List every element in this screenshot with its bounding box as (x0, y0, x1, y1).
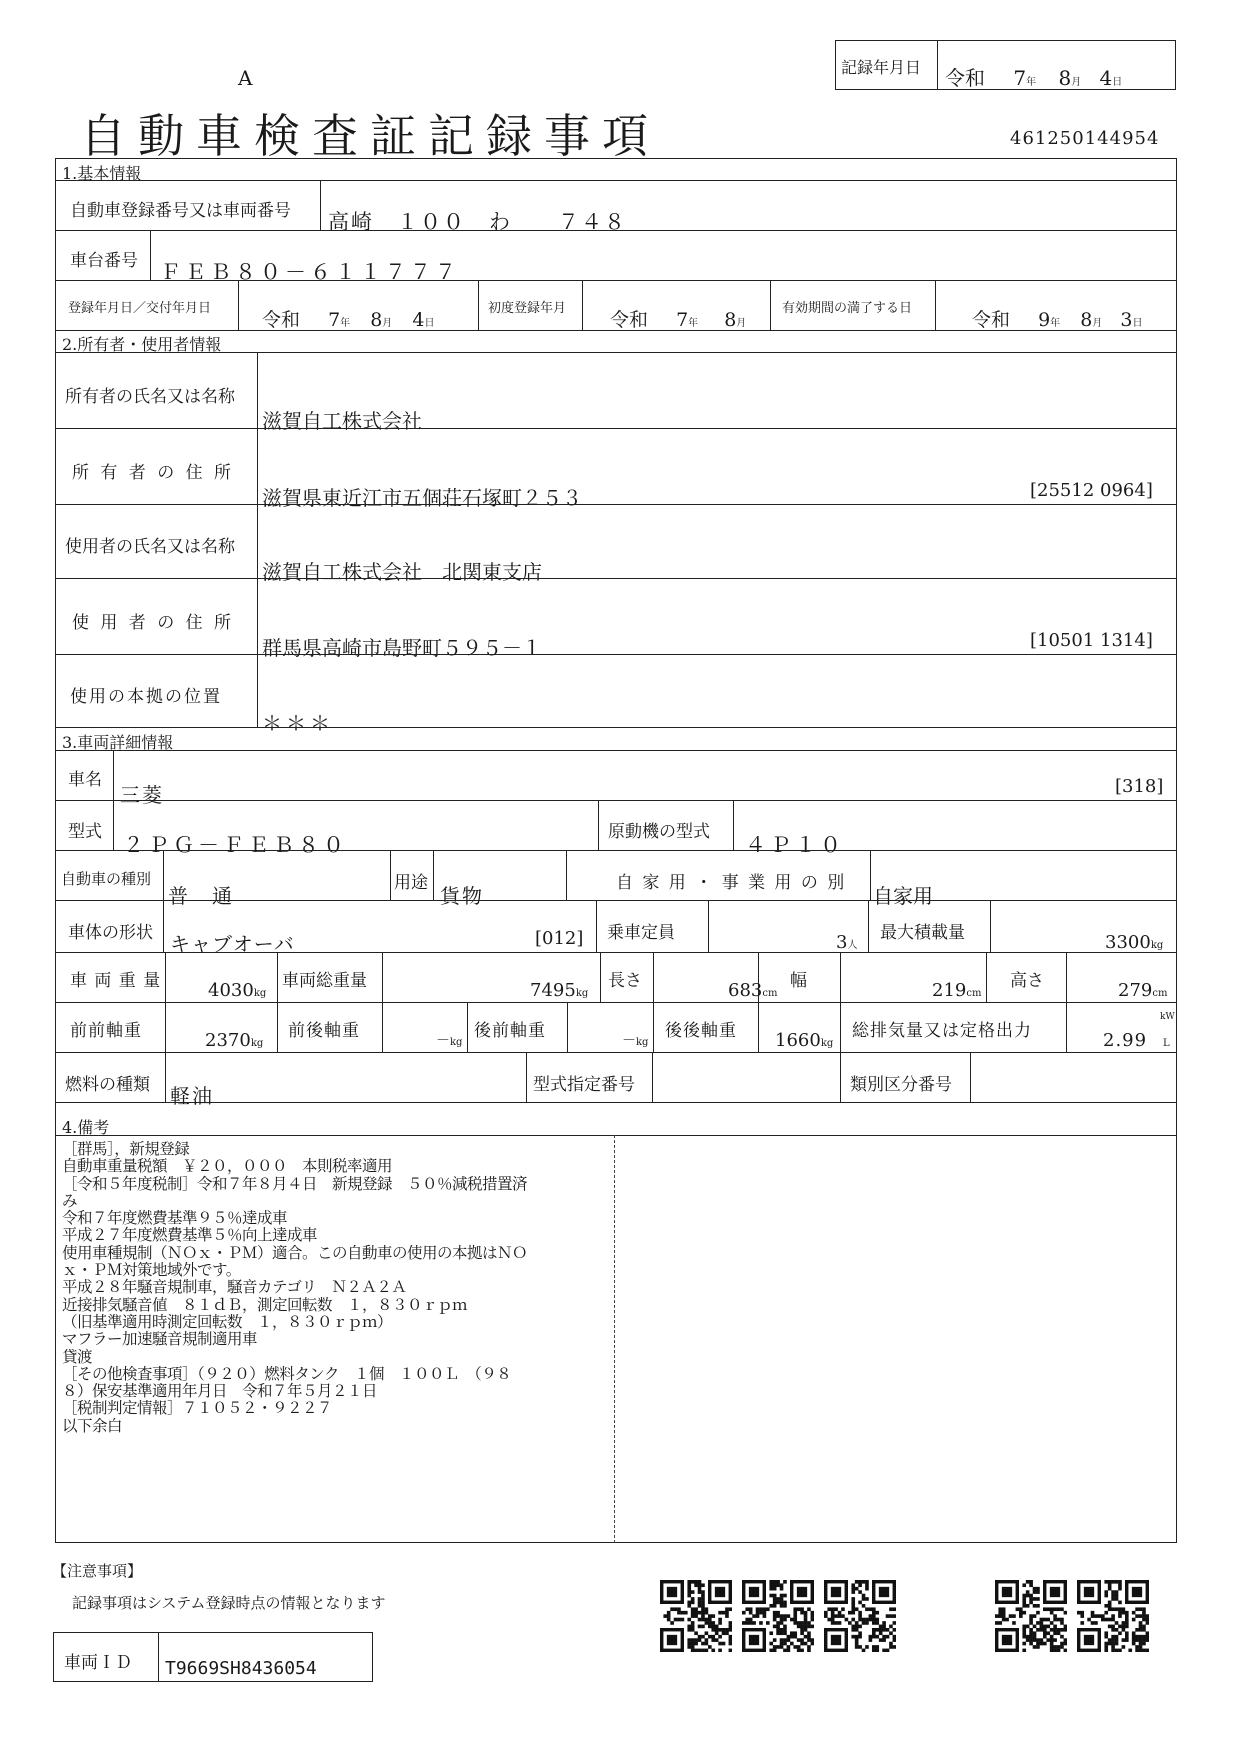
fr-axle-label: 前後軸重 (288, 1021, 360, 1041)
private-value: 自家用 (873, 884, 933, 908)
user-address: 群馬県高崎市島野町５９５－１ (262, 636, 542, 660)
capacity-value: 3人 (836, 932, 858, 953)
record-date-label: 記録年月日 (841, 58, 922, 77)
user-name: 滋賀自工株式会社 北関東支店 (262, 560, 542, 584)
registration-value: 高崎 １００ わ ７４８ (328, 210, 627, 234)
engine-label: 原動機の型式 (608, 822, 710, 842)
remarks-line: ［税制判定情報］７１０５２・９２２７ (62, 1399, 333, 1418)
fr-axle-value: －kg (436, 1033, 463, 1049)
body-label: 車体の形状 (68, 923, 153, 943)
qr-code-5 (1077, 1580, 1149, 1652)
user-address-label: 使 用 者 の 住 所 (72, 613, 235, 633)
private-label: 自 家 用 ・ 事 業 用 の 別 (616, 873, 847, 893)
category-label: 類別区分番号 (850, 1075, 952, 1095)
remarks-line: 平成２８年騒音規制車，騒音カテゴリ Ｎ２Ａ２Ａ (62, 1278, 407, 1297)
remarks-line: 令和７年度燃費基準９５％達成車 (62, 1209, 288, 1228)
notice-title: 【注意事項】 (52, 1562, 143, 1580)
user-name-label: 使用者の氏名又は名称 (65, 537, 235, 557)
displacement-value: 2.99 (1103, 1030, 1148, 1051)
remarks-line: （旧基準適用時測定回転数 １，８３０ｒｐｍ） (62, 1312, 393, 1331)
qr-code-4 (995, 1580, 1067, 1652)
vehicle-id-label: 車両ＩＤ (64, 1653, 132, 1673)
expiry-label: 有効期間の満了する日 (782, 301, 913, 316)
weight-value: 4030kg (208, 980, 267, 1001)
remarks-line: 近接排気騒音値 ８１ｄＢ，測定回転数 １，８３０ｒｐｍ (62, 1295, 468, 1314)
owner-code: [25512 0964] (1030, 480, 1153, 501)
use-label: 用途 (394, 873, 428, 893)
vehicle-id-value: T9669SH8436054 (165, 1658, 317, 1679)
section-vehicle-title: 3.車両詳細情報 (62, 733, 174, 752)
reg-date-label: 登録年月日／交付年月日 (68, 301, 212, 316)
fuel-value: 軽油 (170, 1084, 214, 1108)
remarks-line: ８）保安基準適用年月日 令和７年５月２１日 (62, 1382, 378, 1401)
max-load-value: 3300kg (1105, 932, 1164, 953)
rf-axle-value: －kg (622, 1033, 649, 1049)
document-number: 461250144954 (1010, 128, 1160, 149)
owner-name: 滋賀自工株式会社 (262, 409, 422, 433)
section-basic-title: 1.基本情報 (62, 164, 142, 183)
gross-label: 車両総重量 (282, 971, 367, 991)
expiry-value: 令和 9年 8月 3日 (972, 309, 1143, 331)
first-reg-label: 初度登録年月 (488, 301, 567, 316)
remarks-line: 以下余白 (62, 1416, 123, 1435)
section-owner-title: 2.所有者・使用者情報 (62, 335, 222, 354)
rr-axle-label: 後後軸重 (665, 1021, 737, 1041)
length-value: 683cm (728, 980, 778, 1001)
kind-label: 自動車の種別 (61, 870, 152, 888)
remarks-line: み (62, 1191, 78, 1210)
displacement-label: 総排気量又は定格出力 (852, 1021, 1032, 1041)
remarks-line: 平成２７年度燃費基準５％向上達成車 (62, 1226, 318, 1245)
chassis-value: ＦＥＢ８０－６１１７７７ (160, 260, 460, 284)
weight-label: 車 両 重 量 (70, 971, 162, 991)
ff-axle-value: 2370kg (205, 1030, 264, 1051)
capacity-label: 乗車定員 (607, 923, 675, 943)
remarks-line: ｘ・ＰＭ対策地域外です。 (62, 1261, 241, 1280)
section-remarks-title: 4.備考 (62, 1118, 110, 1137)
type-designation-label: 型式指定番号 (533, 1075, 635, 1095)
registration-label: 自動車登録番号又は車両番号 (70, 201, 291, 221)
owner-address: 滋賀県東近江市五個荘石塚町２５３ (262, 486, 582, 510)
qr-code-3 (824, 1580, 896, 1652)
remarks-text (62, 1141, 527, 1435)
remarks-line: 自動車重量税額 ￥２０，０００ 本則税率適用 (62, 1157, 393, 1176)
height-value: 279cm (1118, 980, 1168, 1001)
chassis-label: 車台番号 (70, 251, 138, 271)
remarks-line: ［その他検査事項］（９２０）燃料タンク １個 １００Ｌ （９８ (62, 1364, 512, 1383)
body-value: キャブオーバ (170, 932, 295, 956)
displacement-unit-kw: kW (1160, 1012, 1175, 1022)
owner-address-label: 所 有 者 の 住 所 (72, 463, 235, 483)
fuel-label: 燃料の種類 (65, 1075, 150, 1095)
max-load-label: 最大積載量 (880, 923, 965, 943)
remarks-line: 使用車種規制（ＮＯｘ・ＰＭ）適合。この自動車の使用の本拠はＮＯ (62, 1243, 528, 1262)
kind-value: 普 通 (168, 884, 234, 908)
model-value: ２ＰＧ－ＦＥＢ８０ (123, 833, 348, 857)
height-label: 高さ (1010, 971, 1044, 991)
remarks-line: 貸渡 (62, 1347, 93, 1366)
ff-axle-label: 前前軸重 (70, 1021, 142, 1041)
engine-value: ４Ｐ１０ (745, 833, 845, 857)
displacement-unit-l: L (1163, 1038, 1170, 1049)
maker-value: 三菱 (120, 783, 164, 807)
maker-label: 車名 (68, 770, 102, 790)
base-label: 使用の本拠の位置 (70, 687, 222, 707)
page-title: 自動車検査証記録事項 (80, 109, 660, 163)
rf-axle-label: 後前軸重 (474, 1021, 546, 1041)
model-label: 型式 (68, 822, 102, 842)
user-code: [10501 1314] (1030, 630, 1153, 651)
qr-code-1 (660, 1580, 732, 1652)
maker-code: [318] (1115, 776, 1164, 797)
notice-text: 記録事項はシステム登録時点の情報となります (72, 1594, 386, 1612)
record-date-value: 令和 7年 8月 4日 (945, 66, 1123, 90)
remarks-line: ［群馬］，新規登録 (62, 1140, 190, 1158)
qr-code-2 (742, 1580, 814, 1652)
form-mark: A (238, 66, 253, 90)
body-code: [012] (535, 928, 584, 949)
width-value: 219cm (932, 980, 982, 1001)
reg-date-value: 令和 7年 8月 4日 (262, 309, 435, 331)
remarks-line: マフラー加速騒音規制適用車 (62, 1330, 258, 1349)
length-label: 長さ (608, 971, 642, 991)
width-label: 幅 (790, 971, 807, 991)
first-reg-value: 令和 7年 8月 (610, 309, 747, 331)
use-value: 貨物 (440, 884, 484, 908)
remarks-line: ［令和５年度税制］令和７年８月４日 新規登録 ５０％減税措置済 (62, 1174, 528, 1193)
base-value: ＊＊＊ (262, 711, 334, 735)
rr-axle-value: 1660kg (775, 1030, 834, 1051)
owner-name-label: 所有者の氏名又は名称 (65, 387, 235, 407)
gross-value: 7495kg (530, 980, 589, 1001)
